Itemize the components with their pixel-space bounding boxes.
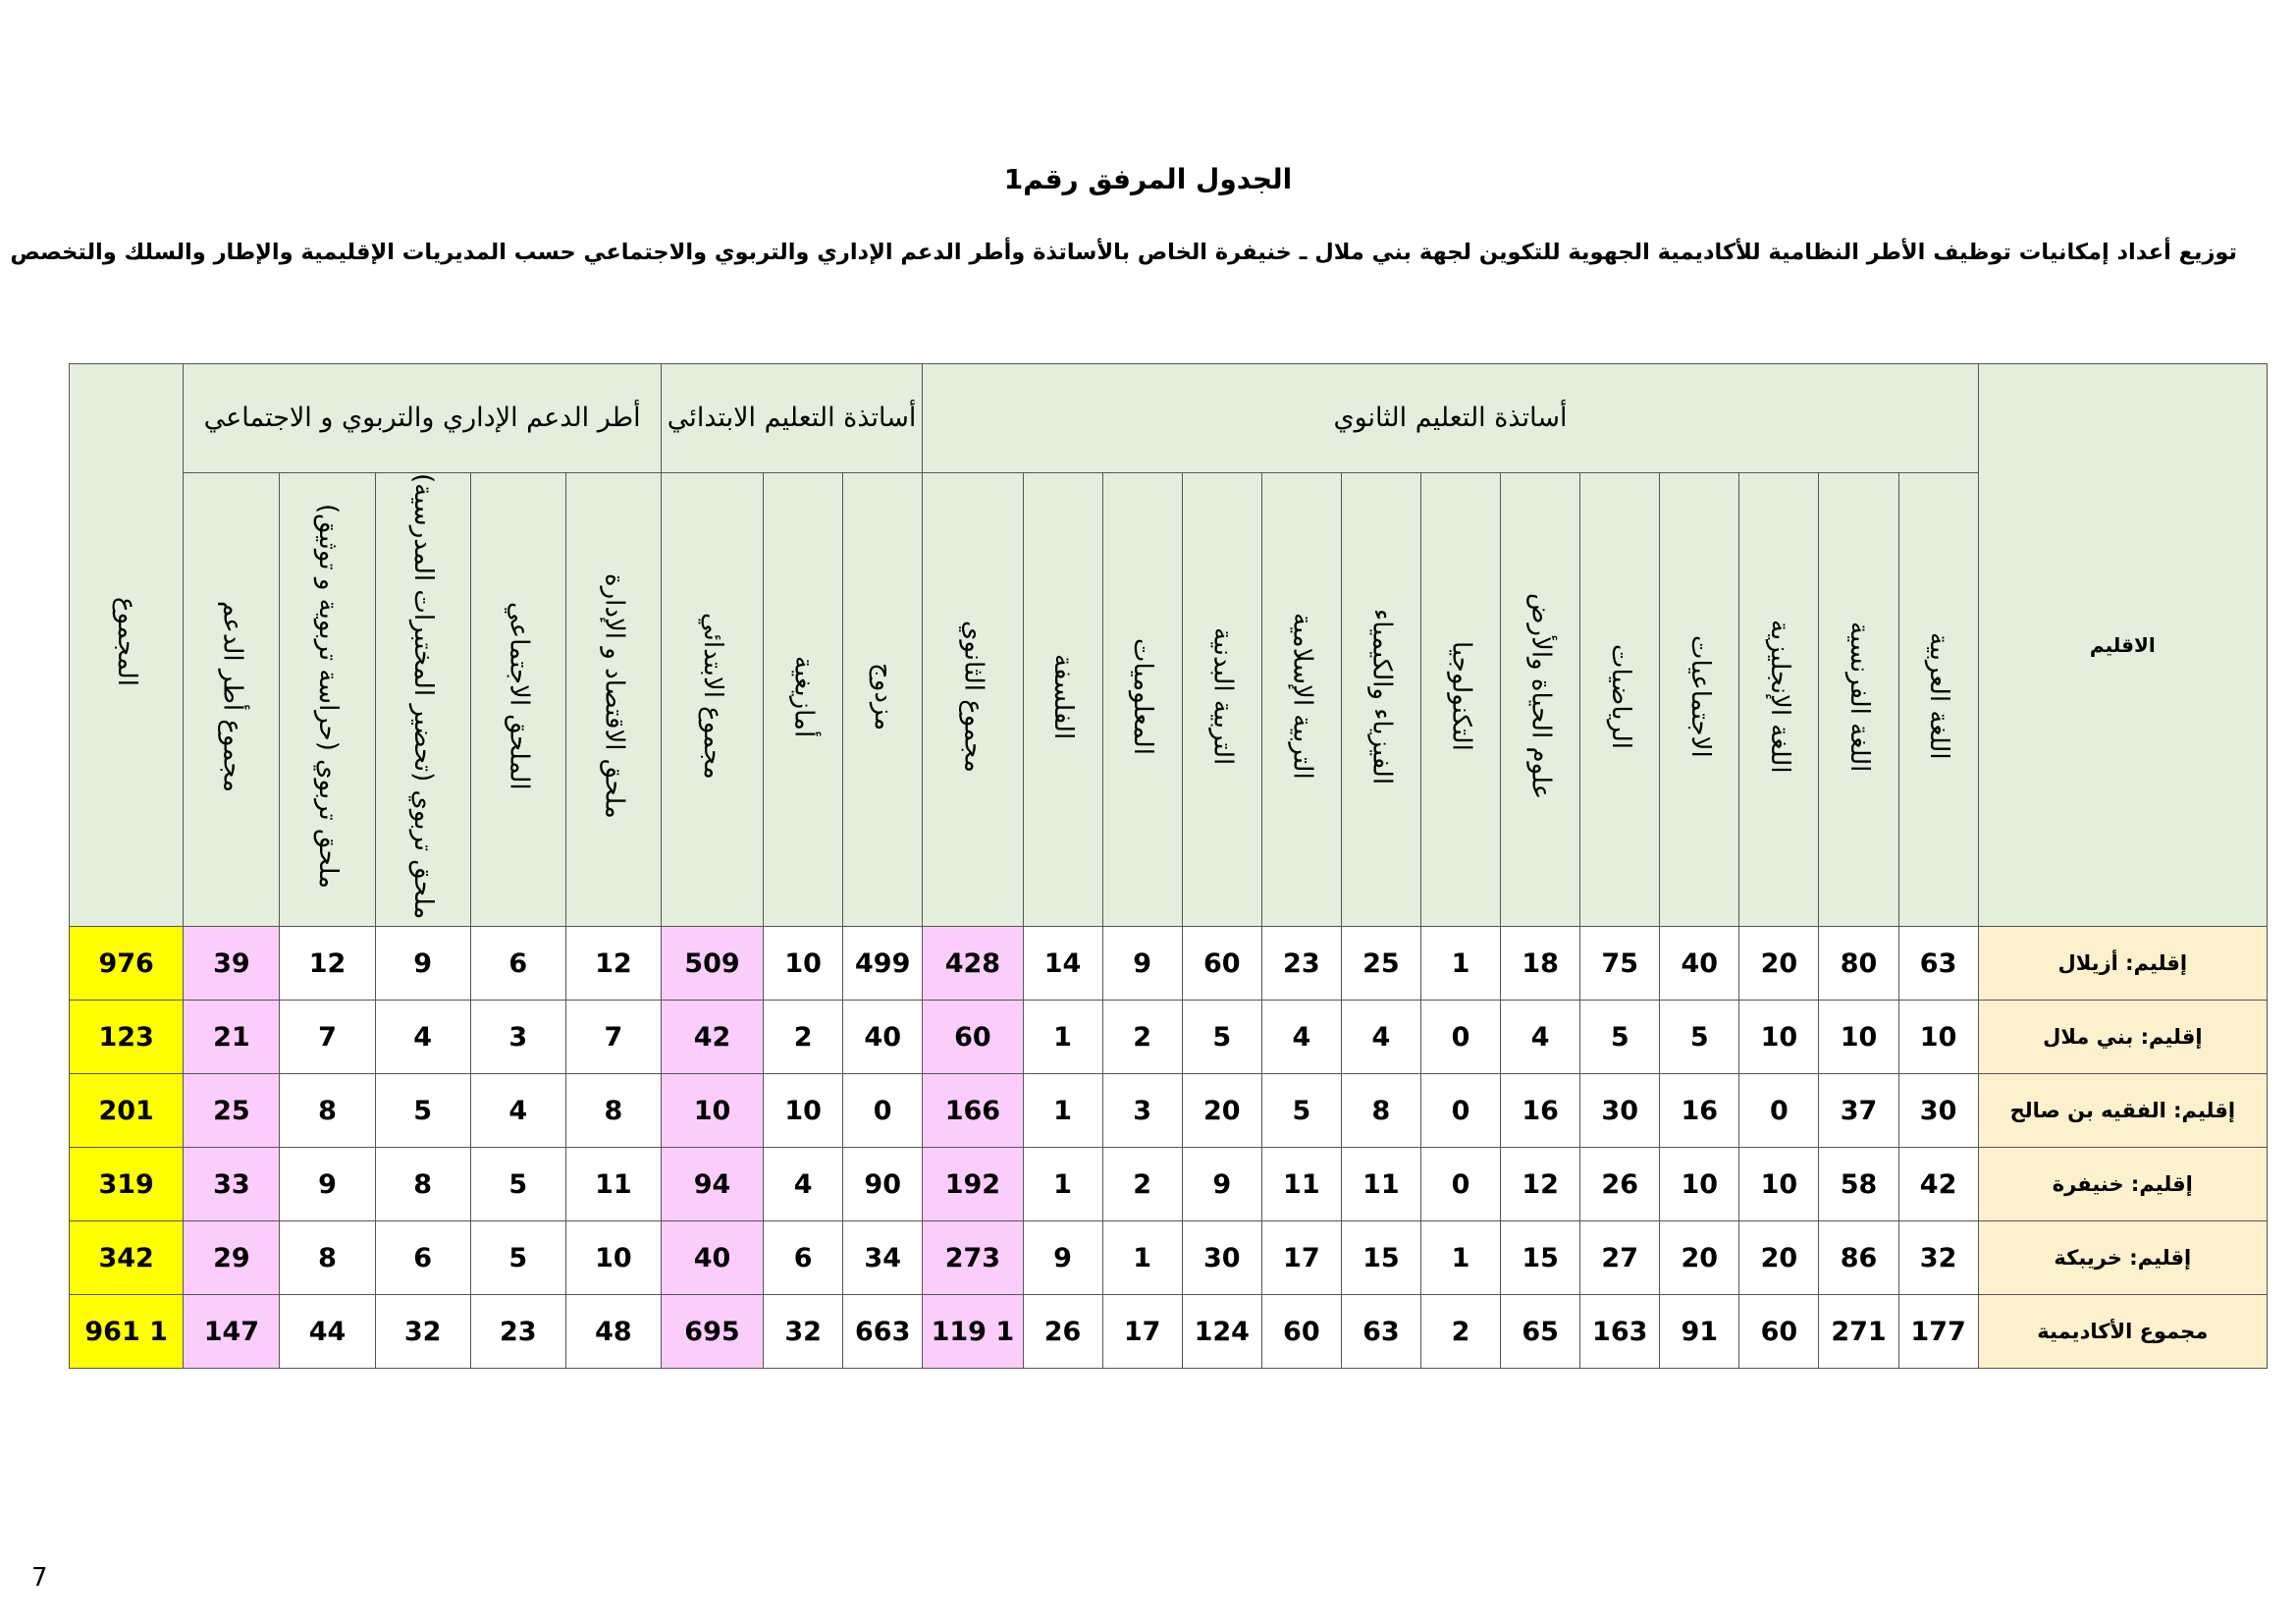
subtotal-cell: 39 — [184, 927, 280, 1001]
value-cell: 663 — [843, 1295, 923, 1369]
value-cell: 5 — [1182, 1001, 1261, 1074]
value-cell: 271 — [1819, 1295, 1898, 1369]
column-header: الاجتماعيات — [1660, 473, 1739, 927]
column-header: ملحق تربوي (حراسة تربوية و توثيق) — [280, 473, 375, 927]
column-header: اللغة الإنجليزية — [1739, 473, 1819, 927]
column-header: التربية البدنية — [1182, 473, 1261, 927]
value-cell: 9 — [280, 1148, 375, 1221]
value-cell: 5 — [470, 1148, 565, 1221]
table-column-header-row — [70, 473, 2268, 927]
primary-teachers-group-header: أساتذة التعليم الابتدائي — [661, 364, 922, 473]
value-cell: 12 — [1501, 1148, 1580, 1221]
value-cell: 8 — [565, 1074, 661, 1148]
value-cell: 17 — [1261, 1221, 1341, 1295]
support-staff-group-header: أطر الدعم الإداري والتربوي و الاجتماعي — [184, 364, 662, 473]
value-cell: 5 — [1660, 1001, 1739, 1074]
subtotal-cell: 29 — [184, 1221, 280, 1295]
value-cell: 18 — [1501, 927, 1580, 1001]
region-name-cell: مجموع الأكاديمية — [1978, 1295, 2267, 1369]
value-cell: 60 — [1739, 1295, 1819, 1369]
table-row — [70, 927, 2268, 1001]
value-cell: 15 — [1341, 1221, 1420, 1295]
value-cell: 8 — [280, 1221, 375, 1295]
value-cell: 44 — [280, 1295, 375, 1369]
column-header: أمازيغية — [764, 473, 843, 927]
document-subtitle: توزيع أعداد إمكانيات توظيف الأطر النظامية للأكاديمية الجهوية للتكوين لجهة بني ملال ـ خنيفرة الخاص بالأساتذة وأطر الدعم الإداري والتربوي والاجتماعي حسب المديريات الإقليمية والإطار والسلك والتخصص — [10, 240, 2237, 265]
table-row — [70, 1148, 2268, 1221]
column-header: التكنولوجيا — [1420, 473, 1500, 927]
value-cell: 23 — [470, 1295, 565, 1369]
subtotal-cell: 273 — [923, 1221, 1023, 1295]
value-cell: 5 — [1580, 1001, 1660, 1074]
column-header: مجموع أطر الدعم — [184, 473, 280, 927]
value-cell: 2 — [1420, 1295, 1500, 1369]
value-cell: 20 — [1182, 1074, 1261, 1148]
value-cell: 16 — [1660, 1074, 1739, 1148]
value-cell: 32 — [764, 1295, 843, 1369]
value-cell: 23 — [1261, 927, 1341, 1001]
value-cell: 20 — [1660, 1221, 1739, 1295]
grand-total-cell: 342 — [70, 1221, 184, 1295]
value-cell: 5 — [1261, 1074, 1341, 1148]
value-cell: 20 — [1739, 1221, 1819, 1295]
value-cell: 177 — [1898, 1295, 1978, 1369]
value-cell: 48 — [565, 1295, 661, 1369]
value-cell: 5 — [375, 1074, 470, 1148]
value-cell: 80 — [1819, 927, 1898, 1001]
value-cell: 30 — [1580, 1074, 1660, 1148]
value-cell: 4 — [470, 1074, 565, 1148]
value-cell: 9 — [1182, 1148, 1261, 1221]
value-cell: 4 — [1341, 1001, 1420, 1074]
subtotal-cell: 25 — [184, 1074, 280, 1148]
subtotal-cell: 1 119 — [923, 1295, 1023, 1369]
secondary-teachers-group-header: أساتذة التعليم الثانوي — [923, 364, 1978, 473]
value-cell: 58 — [1819, 1148, 1898, 1221]
value-cell: 9 — [1023, 1221, 1102, 1295]
value-cell: 1 — [1420, 927, 1500, 1001]
grand-total-column-header: المجموع — [70, 364, 184, 927]
value-cell: 4 — [1261, 1001, 1341, 1074]
column-header: علوم الحياة والأرض — [1501, 473, 1580, 927]
value-cell: 9 — [375, 927, 470, 1001]
value-cell: 0 — [1420, 1001, 1500, 1074]
value-cell: 4 — [764, 1148, 843, 1221]
value-cell: 30 — [1898, 1074, 1978, 1148]
value-cell: 1 — [1102, 1221, 1182, 1295]
column-header: مجموع الثانوي — [923, 473, 1023, 927]
value-cell: 2 — [1102, 1001, 1182, 1074]
value-cell: 26 — [1023, 1295, 1102, 1369]
value-cell: 32 — [375, 1295, 470, 1369]
value-cell: 30 — [1182, 1221, 1261, 1295]
value-cell: 15 — [1501, 1221, 1580, 1295]
value-cell: 11 — [1261, 1148, 1341, 1221]
region-name-cell: إقليم: خريبكة — [1978, 1221, 2267, 1295]
value-cell: 4 — [375, 1001, 470, 1074]
value-cell: 163 — [1580, 1295, 1660, 1369]
value-cell: 2 — [1102, 1148, 1182, 1221]
value-cell: 7 — [280, 1001, 375, 1074]
page-number: 7 — [31, 1563, 48, 1593]
value-cell: 8 — [375, 1148, 470, 1221]
value-cell: 0 — [1420, 1148, 1500, 1221]
value-cell: 1 — [1420, 1221, 1500, 1295]
grand-total-cell: 976 — [70, 927, 184, 1001]
value-cell: 37 — [1819, 1074, 1898, 1148]
column-header: التربية الإسلامية — [1261, 473, 1341, 927]
value-cell: 60 — [1261, 1295, 1341, 1369]
column-header: اللغة الفرنسية — [1819, 473, 1898, 927]
value-cell: 75 — [1580, 927, 1660, 1001]
subtotal-cell: 40 — [661, 1221, 763, 1295]
value-cell: 63 — [1341, 1295, 1420, 1369]
column-header: مزدوج — [843, 473, 923, 927]
value-cell: 1 — [1023, 1001, 1102, 1074]
table-body — [70, 927, 2268, 1369]
column-header: مجموع الابتدائي — [661, 473, 763, 927]
value-cell: 40 — [1660, 927, 1739, 1001]
column-header: الرياضيات — [1580, 473, 1660, 927]
value-cell: 0 — [843, 1074, 923, 1148]
value-cell: 90 — [843, 1148, 923, 1221]
value-cell: 11 — [1341, 1148, 1420, 1221]
value-cell: 60 — [1182, 927, 1261, 1001]
value-cell: 16 — [1501, 1074, 1580, 1148]
region-column-header: الاقليم — [1978, 364, 2267, 927]
subtotal-cell: 33 — [184, 1148, 280, 1221]
grand-total-cell: 201 — [70, 1074, 184, 1148]
value-cell: 3 — [470, 1001, 565, 1074]
table-row — [70, 1074, 2268, 1148]
value-cell: 14 — [1023, 927, 1102, 1001]
value-cell: 0 — [1420, 1074, 1500, 1148]
column-header: ملحق تربوي (تحضير المختبرات المدرسية) — [375, 473, 470, 927]
subtotal-cell: 21 — [184, 1001, 280, 1074]
value-cell: 0 — [1739, 1074, 1819, 1148]
value-cell: 10 — [1819, 1001, 1898, 1074]
column-header: المعلوميات — [1102, 473, 1182, 927]
table-group-header-row — [70, 364, 2268, 473]
value-cell: 27 — [1580, 1221, 1660, 1295]
value-cell: 17 — [1102, 1295, 1182, 1369]
value-cell: 12 — [565, 927, 661, 1001]
subtotal-cell: 509 — [661, 927, 763, 1001]
value-cell: 26 — [1580, 1148, 1660, 1221]
subtotal-cell: 60 — [923, 1001, 1023, 1074]
value-cell: 499 — [843, 927, 923, 1001]
table-row — [70, 1001, 2268, 1074]
document-title: الجدول المرفق رقم1 — [1003, 163, 1293, 195]
value-cell: 86 — [1819, 1221, 1898, 1295]
subtotal-cell: 695 — [661, 1295, 763, 1369]
value-cell: 25 — [1341, 927, 1420, 1001]
value-cell: 12 — [280, 927, 375, 1001]
value-cell: 10 — [1898, 1001, 1978, 1074]
value-cell: 3 — [1102, 1074, 1182, 1148]
value-cell: 7 — [565, 1001, 661, 1074]
region-name-cell: إقليم: أزيلال — [1978, 927, 2267, 1001]
region-name-cell: إقليم: بني ملال — [1978, 1001, 2267, 1074]
value-cell: 4 — [1501, 1001, 1580, 1074]
value-cell: 10 — [565, 1221, 661, 1295]
value-cell: 2 — [764, 1001, 843, 1074]
value-cell: 63 — [1898, 927, 1978, 1001]
value-cell: 65 — [1501, 1295, 1580, 1369]
value-cell: 11 — [565, 1148, 661, 1221]
value-cell: 40 — [843, 1001, 923, 1074]
value-cell: 8 — [1341, 1074, 1420, 1148]
subtotal-cell: 10 — [661, 1074, 763, 1148]
value-cell: 5 — [470, 1221, 565, 1295]
grand-total-cell: 1 961 — [70, 1295, 184, 1369]
subtotal-cell: 428 — [923, 927, 1023, 1001]
value-cell: 8 — [280, 1074, 375, 1148]
value-cell: 10 — [764, 1074, 843, 1148]
region-name-cell: إقليم: الفقيه بن صالح — [1978, 1074, 2267, 1148]
column-header: الفلسفة — [1023, 473, 1102, 927]
value-cell: 1 — [1023, 1074, 1102, 1148]
subtotal-cell: 42 — [661, 1001, 763, 1074]
value-cell: 32 — [1898, 1221, 1978, 1295]
value-cell: 10 — [764, 927, 843, 1001]
value-cell: 42 — [1898, 1148, 1978, 1221]
value-cell: 124 — [1182, 1295, 1261, 1369]
value-cell: 91 — [1660, 1295, 1739, 1369]
grand-total-cell: 319 — [70, 1148, 184, 1221]
column-header: ملحق الاقتصاد و الإدارة — [565, 473, 661, 927]
value-cell: 6 — [375, 1221, 470, 1295]
value-cell: 10 — [1739, 1148, 1819, 1221]
grand-total-cell: 123 — [70, 1001, 184, 1074]
subtotal-cell: 94 — [661, 1148, 763, 1221]
value-cell: 6 — [470, 927, 565, 1001]
region-name-cell: إقليم: خنيفرة — [1978, 1148, 2267, 1221]
column-header: الملحق الاجتماعي — [470, 473, 565, 927]
value-cell: 6 — [764, 1221, 843, 1295]
column-header: اللغة العربية — [1898, 473, 1978, 927]
subtotal-cell: 166 — [923, 1074, 1023, 1148]
column-header: الفيزياء والكيمياء — [1341, 473, 1420, 927]
subtotal-cell: 192 — [923, 1148, 1023, 1221]
value-cell: 10 — [1660, 1148, 1739, 1221]
recruitment-table — [69, 363, 2268, 1369]
table-row — [70, 1295, 2268, 1369]
value-cell: 1 — [1023, 1148, 1102, 1221]
subtotal-cell: 147 — [184, 1295, 280, 1369]
value-cell: 20 — [1739, 927, 1819, 1001]
value-cell: 10 — [1739, 1001, 1819, 1074]
value-cell: 34 — [843, 1221, 923, 1295]
table-row — [70, 1221, 2268, 1295]
value-cell: 9 — [1102, 927, 1182, 1001]
